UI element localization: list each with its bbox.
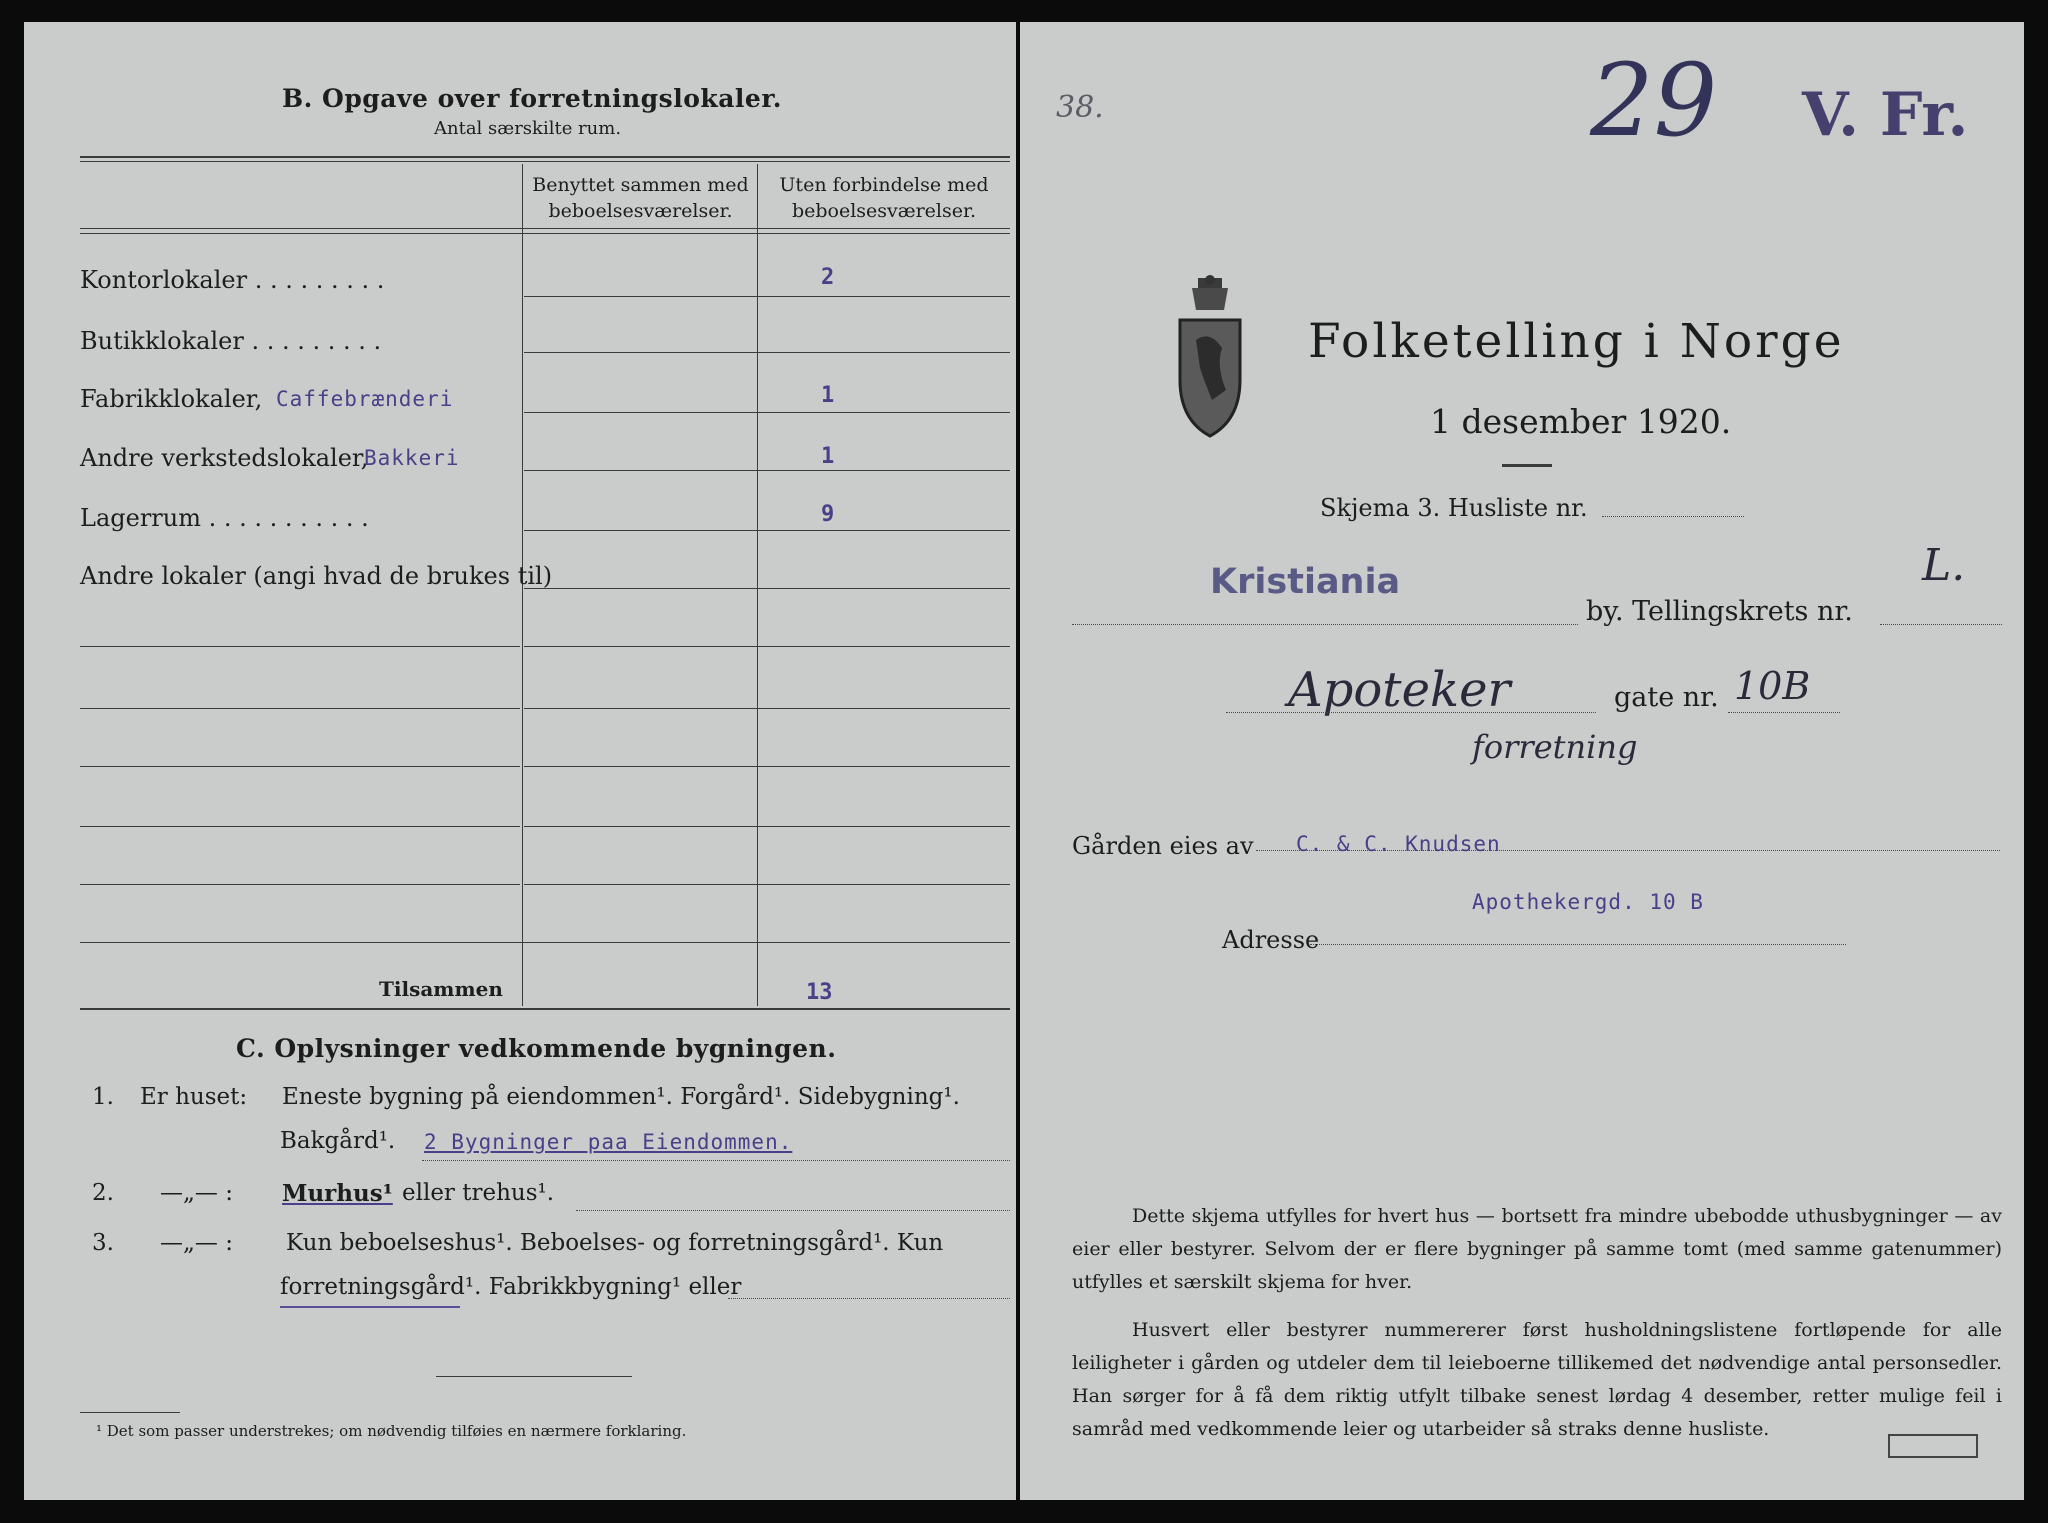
col-header-benyttet: Benyttet sammen med beboelsesværelser.	[532, 174, 749, 222]
schema-label: Skjema 3. Husliste nr.	[1320, 494, 1588, 522]
row-kontorlokaler-value: 2	[821, 265, 835, 290]
table-top-rule-2	[80, 161, 1010, 162]
row-verksted-typed: Bakkeri	[364, 446, 460, 470]
row-fabrikklokaler-label: Fabrikklokaler,	[80, 385, 263, 413]
q1-label: Er huset:	[140, 1084, 248, 1110]
header-rule-2	[80, 233, 1010, 234]
coat-of-arms-icon	[1172, 270, 1248, 440]
q3-text: Kun beboelseshus¹. Beboelses- og forretningsgård¹. Kun	[286, 1230, 944, 1256]
row-lagerrum-label: Lagerrum . . . . . . . . . . .	[80, 504, 369, 532]
q3-number: 3.	[92, 1230, 114, 1256]
instructions-p1: Dette skjema utfylles for hvert hus — bortsett fra mindre ubebodde uthusbygninger — av eier eller bestyrer. Selvom der er flere bygninger på samme tomt (med samme gatenummer) utfylles et særskilt skjema for hver.	[1072, 1205, 2002, 1293]
q2-label: —„— :	[160, 1180, 233, 1206]
owner-typed: C. & C. Knudsen	[1296, 832, 1501, 856]
q3-underline	[280, 1306, 460, 1308]
krets-hand: L.	[1922, 540, 1966, 591]
instructions-p2: Husvert eller bestyrer nummererer først husholdningslistene fortløpende for alle leiligheter i gården og utdeler dem til leieboerne tillikemed det nødvendige antal personsedler. Han sørger for å få dem riktig utfylt tilbake senest lørdag 4 desember, retter mulige feil i samråd med vedkommende leier og utarbeider så straks denne husliste.	[1072, 1319, 2002, 1440]
total-value: 13	[806, 980, 833, 1005]
row-butikklokaler-label: Butikklokaler . . . . . . . . .	[80, 327, 382, 355]
row-fabrikklokaler-value: 1	[821, 383, 835, 408]
row-lagerrum-value: 9	[821, 502, 835, 527]
section-c-title: C. Oplysninger vedkommende bygningen.	[236, 1034, 837, 1063]
stamp-vfr: V. Fr.	[1802, 80, 1969, 150]
total-bottom-rule	[80, 1008, 1010, 1010]
row-kontorlokaler-label: Kontorlokaler . . . . . . . . .	[80, 266, 385, 294]
q3-text2: forretningsgård¹. Fabrikkbygning¹ eller	[280, 1274, 742, 1300]
col-header-uten: Uten forbindelse med beboelsesværelser.	[779, 174, 989, 222]
q2-rest: eller trehus¹.	[402, 1180, 555, 1206]
section-b-subtitle: Antal særskilte rum.	[434, 118, 622, 139]
q3-label: —„— :	[160, 1230, 233, 1256]
address-typed: Apothekergd. 10 B	[1472, 890, 1704, 914]
q1-number: 1.	[92, 1084, 114, 1110]
gate-label: gate nr.	[1614, 682, 1719, 713]
owner-label: Gården eies av	[1072, 832, 1254, 860]
census-date: 1 desember 1920.	[1430, 402, 1732, 441]
q2-number: 2.	[92, 1180, 114, 1206]
forretning-hand: forretning	[1472, 728, 1638, 766]
row-verksted-label: Andre verkstedslokaler,	[80, 444, 369, 472]
q1-text2: Bakgård¹.	[280, 1128, 396, 1154]
q1-typed: 2 Bygninger paa Eiendommen.	[424, 1130, 793, 1154]
by-label: by. Tellingskrets nr.	[1586, 596, 1853, 627]
row-andre-label: Andre lokaler (angi hvad de brukes til)	[80, 562, 553, 590]
hand-number: 29	[1590, 42, 1718, 159]
left-page	[24, 22, 1016, 1500]
footnote: ¹ Det som passer understrekes; om nødvendig tilføies en nærmere forklaring.	[96, 1422, 687, 1440]
address-label: Adresse	[1222, 926, 1320, 954]
row-verksted-value: 1	[821, 444, 835, 469]
printer-mark	[1888, 1434, 1978, 1458]
right-page	[1020, 22, 2024, 1500]
census-title: Folketelling i Norge	[1308, 314, 1845, 369]
section-b-title: B. Opgave over forretningslokaler.	[282, 84, 782, 113]
street-hand: Apoteker	[1288, 662, 1511, 718]
row-fabrikklokaler-typed: Caffebrænderi	[276, 387, 454, 411]
corner-mark: 38.	[1056, 90, 1104, 125]
gate-nr-hand: 10B	[1734, 664, 1811, 708]
footnote-rule	[80, 1412, 180, 1413]
total-top-rule	[80, 942, 1010, 943]
date-rule	[1502, 464, 1552, 467]
table-col-divider-2	[757, 164, 758, 1006]
section-c-end-rule	[436, 1376, 632, 1377]
header-rule	[80, 228, 1010, 229]
city-stamp: Kristiania	[1210, 562, 1401, 602]
total-label: Tilsammen	[379, 977, 503, 1001]
table-top-rule	[80, 156, 1010, 158]
q2-murhus: Murhus¹	[282, 1180, 393, 1207]
q1-text: Eneste bygning på eiendommen¹. Forgård¹. Sidebygning¹.	[282, 1084, 960, 1110]
